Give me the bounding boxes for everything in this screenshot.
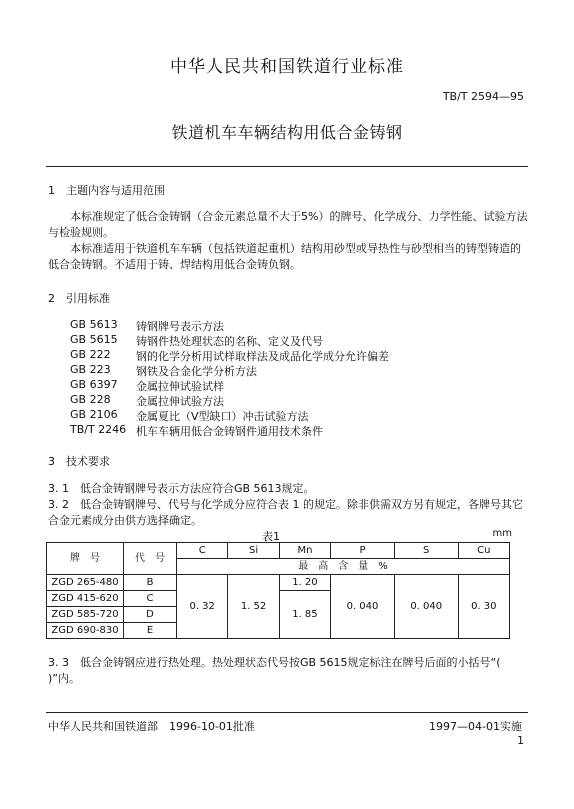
ref-title: 金属拉伸试验试样 [136,380,224,393]
ref-title: 铸钢牌号表示方法 [136,320,224,333]
ref-title: 铸钢件热处理状态的名称、定义及代号 [136,335,323,348]
org-standard-title: 中华人民共和国铁道行业标准 [170,57,404,77]
ref-code: GB 223 [70,363,111,376]
header-si: Si [228,543,279,559]
header-s: S [394,543,458,559]
clause-3-1: 3. 1 低合金铸钢牌号表示方法应符合GB 5613规定。 [48,482,315,495]
title-divider [46,166,528,167]
cell-grade: ZGD 585-720 [47,607,124,623]
ref-code: GB 2106 [70,408,118,421]
cell-s: 0. 040 [394,575,458,639]
ref-code: GB 222 [70,348,111,361]
cell-cu: 0. 30 [458,575,509,639]
ref-code: GB 5615 [70,333,118,346]
ref-title: 金属拉伸试验方法 [136,395,224,408]
ref-title: 机车车辆用低合金铸钢件通用技术条件 [136,425,323,438]
cell-code: C [124,591,177,607]
ref-code: GB 5613 [70,318,118,331]
approval-line: 中华人民共和国铁道部 1996-10-01批准 [48,720,255,733]
section-1-paragraph-1: 本标准规定了低合金铸钢（合金元素总量不大于5%）的牌号、化学成分、力学性能、试验方法与检验规则。 [48,210,528,239]
clause-3-2: 3. 2 低合金铸钢牌号、代号与化学成分应符合表 1 的规定。除非供需双方另有规定，各牌号其它合金元素成分由供方选择确定。 [48,498,523,527]
table-caption: 表1 [262,530,280,543]
cell-si: 1. 52 [228,575,279,639]
cell-code: E [124,623,177,639]
ref-title: 钢铁及合金化学分析方法 [136,365,257,378]
table-header-row [47,543,510,559]
header-p: P [331,543,395,559]
ref-title: 钢的化学分析用试样取样法及成品化学成分允许偏差 [136,350,389,363]
clause-3-3: 3. 3 低合金铸钢应进行热处理。热处理状态代号按GB 5615规定标注在牌号后面的小括号“( )”内。 [48,656,501,685]
ref-title: 金属夏比（V型缺口）冲击试验方法 [136,410,309,423]
header-mn: Mn [279,543,330,559]
section-2-heading: 2 引用标准 [48,292,110,305]
cell-grade: ZGD 265-480 [47,575,124,591]
section-1-paragraph-2: 本标准适用于铁道机车车辆（包括铁道起重机）结构用砂型或导热性与砂型相当的铸型铸造的低合金铸钢。不适用于铸、焊结构用低合金铸负钢。 [48,242,521,271]
table-unit: mm [492,528,512,539]
section-3-heading: 3 技术要求 [48,455,110,468]
table-row [47,575,510,591]
ref-code: TB/T 2246 [70,423,127,436]
header-code: 代 号 [124,543,177,575]
cell-p: 0. 040 [331,575,395,639]
document-title: 铁道机车车辆结构用低合金铸钢 [171,123,403,142]
cell-code: B [124,575,177,591]
cell-code: D [124,607,177,623]
page-number: 1 [517,734,524,747]
composition-table [46,542,510,639]
footer-divider [46,712,528,713]
header-cu: Cu [458,543,509,559]
header-c: C [177,543,228,559]
cell-mn-2: 1. 85 [279,591,330,639]
cell-grade: ZGD 415-620 [47,591,124,607]
cell-grade: ZGD 690-830 [47,623,124,639]
header-grade: 牌 号 [47,543,124,575]
ref-code: GB 228 [70,393,111,406]
implement-line: 1997—04-01实施 [429,720,522,733]
standard-code: TB/T 2594—95 [442,90,524,103]
cell-c: 0. 32 [177,575,228,639]
ref-code: GB 6397 [70,378,118,391]
max-content-label: 最 高 含 量 % [177,559,510,575]
cell-mn-1: 1. 20 [279,575,330,591]
section-1-heading: 1 主题内容与适用范围 [48,184,165,197]
